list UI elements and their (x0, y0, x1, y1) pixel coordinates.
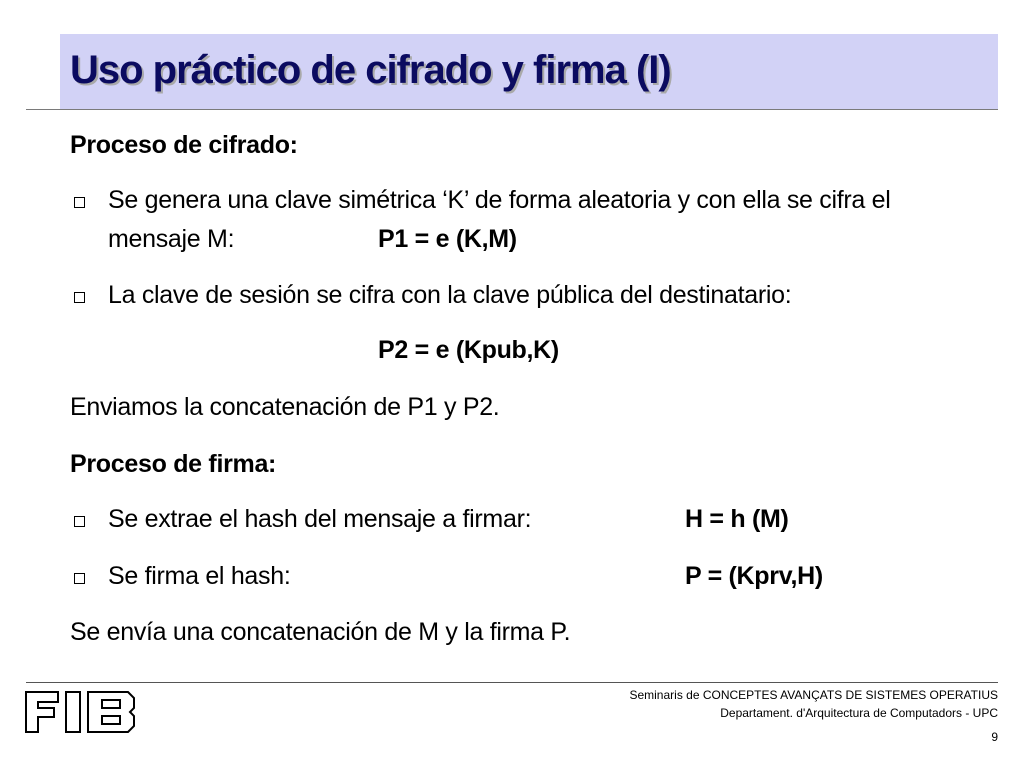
firma-formula-h: H = h (M) (685, 505, 789, 533)
footer-seminar: Seminaris de CONCEPTES AVANÇATS DE SISTEMES OPERATIUS (629, 688, 998, 702)
bullet-square-icon (74, 292, 85, 303)
cifrado-formula-p2: P2 = e (Kpub,K) (378, 336, 559, 364)
cifrado-send-text: Enviamos la concatenación de P1 y P2. (70, 393, 500, 421)
firma-bullet2: Se firma el hash: (108, 562, 291, 590)
title-underline (26, 109, 998, 110)
fib-logo (24, 688, 138, 736)
cifrado-heading: Proceso de cifrado: (70, 131, 298, 159)
firma-heading: Proceso de firma: (70, 450, 277, 478)
cifrado-bullet1-line1: Se genera una clave simétrica ‘K’ de forma aleatoria y con ella se cifra el (108, 186, 891, 214)
cifrado-bullet2: La clave de sesión se cifra con la clave pública del destinatario: (108, 281, 792, 309)
bullet-square-icon (74, 573, 85, 584)
slide-title: Uso práctico de cifrado y firma (I) (70, 48, 671, 92)
footer-divider (26, 682, 998, 683)
bullet-square-icon (74, 197, 85, 208)
footer-department: Departament. d'Arquitectura de Computadors - UPC (720, 706, 998, 720)
firma-send-text: Se envía una concatenación de M y la firma P. (70, 618, 571, 646)
bullet-square-icon (74, 516, 85, 527)
page-number: 9 (991, 730, 998, 744)
firma-bullet1: Se extrae el hash del mensaje a firmar: (108, 505, 532, 533)
cifrado-bullet1-line2: mensaje M: (108, 225, 235, 253)
cifrado-formula-p1: P1 = e (K,M) (378, 225, 517, 253)
firma-formula-p: P = (Kprv,H) (685, 562, 823, 590)
